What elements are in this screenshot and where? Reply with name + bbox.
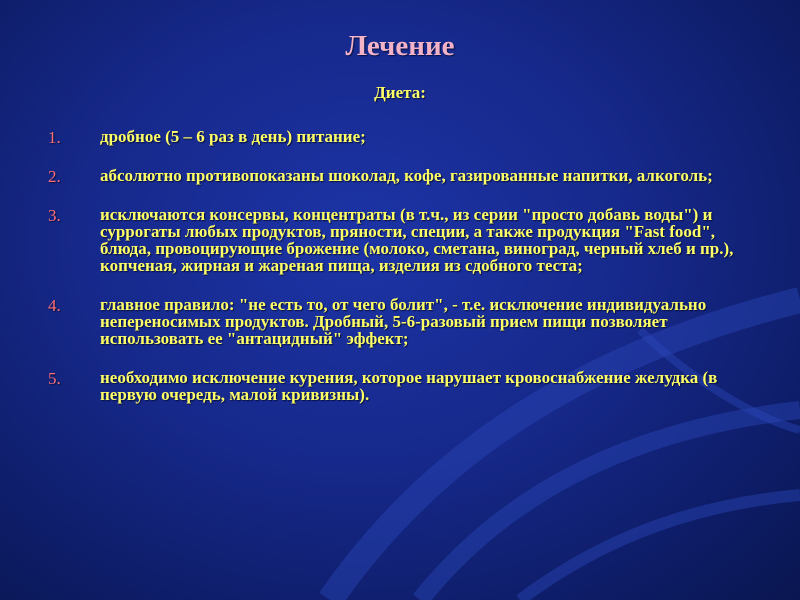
list-item-text: исключаются консервы, концентраты (в т.ч., из серии "просто добавь воды") и суррогаты любых продуктов, пряности, специи, а также продукция "Fast food", блюда, провоцирующие брожение (молоко, сметана, виноград, черный хлеб и пр.), копченая, жирная и жареная пища, изделия из сдобного теста; [100, 205, 734, 275]
list-item-number: 2. [48, 167, 61, 186]
list-item-text: абсолютно противопоказаны шоколад, кофе, газированные напитки, алкоголь; [100, 166, 713, 185]
list-item [48, 296, 778, 347]
list-item-number: 4. [48, 296, 61, 315]
slide-subtitle: Диета: [374, 83, 426, 102]
list-item-number: 5. [48, 369, 61, 388]
list-item [48, 206, 778, 274]
numbered-list [48, 128, 778, 425]
list-item [48, 167, 778, 184]
list-item-text: дробное (5 – 6 раз в день) питание; [100, 127, 366, 146]
list-item-text: необходимо исключение курения, которое нарушает кровоснабжение желудка (в первую очередь, малой кривизны). [100, 368, 718, 404]
slide-title: Лечение [345, 30, 455, 62]
list-item-text: главное правило: "не есть то, от чего болит", - т.е. исключение индивидуально непереносимых продуктов. Дробный, 5-6-разовый прием пищи позволяет использовать ее "антацидный" эффект; [100, 295, 707, 348]
list-item [48, 369, 778, 403]
list-item [48, 128, 778, 145]
list-item-number: 3. [48, 206, 61, 225]
list-item-number: 1. [48, 128, 61, 147]
